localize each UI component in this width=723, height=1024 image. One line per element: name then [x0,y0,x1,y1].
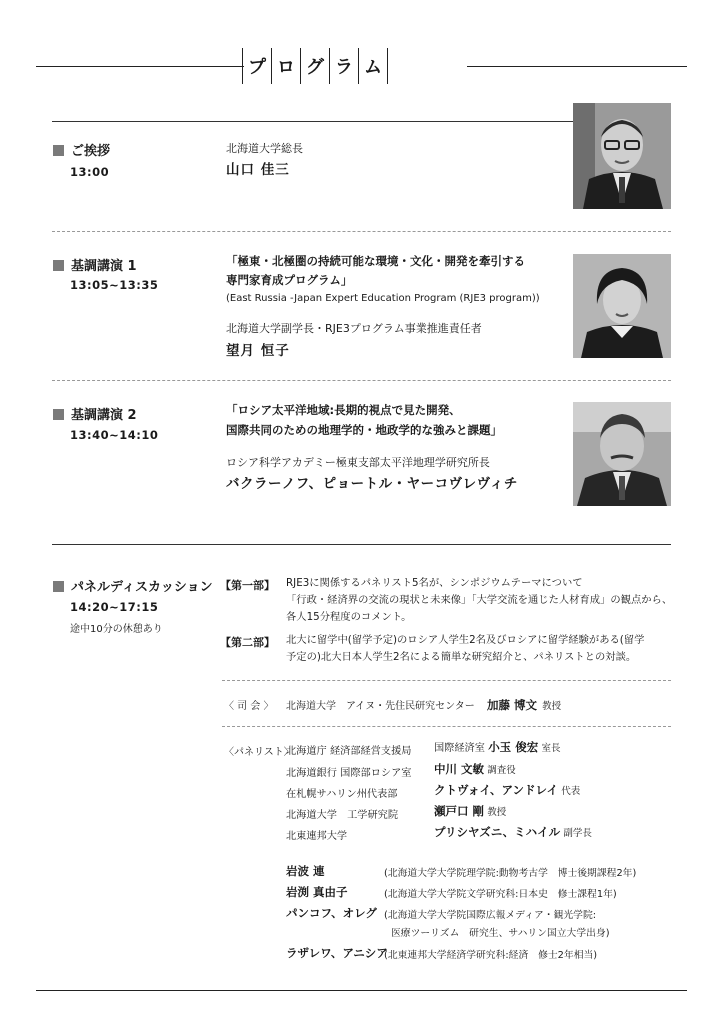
section-divider [52,380,671,381]
footer-line [36,990,687,991]
panelist-row [286,785,397,800]
moderator-label: 〈 司 会 〉 [224,701,274,712]
panelist-row [286,806,398,821]
panelist-name: 小玉 俊宏 [488,740,539,754]
part2-line: 北大に留学中(留学予定)のロシア人学生2名及びロシアに留学経験がある(留学 [286,634,645,646]
panelist-role: 副学長 [563,828,592,839]
keynote1-talk-title-line2: 専門家育成プログラム」 [226,273,353,287]
panel-divider [222,680,671,681]
keynote1-speaker: 望月 恒子 [226,343,290,359]
panelist-org: 在札幌サハリン州代表部 [286,789,398,800]
panelist-org: 北海道大学 工学研究院 [286,810,399,821]
title-char: ロ [277,57,295,78]
panelist-row [434,824,592,840]
panelist-row [434,803,506,819]
moderator-org: 北海道大学 アイヌ・先住民研究センター [286,701,475,712]
panelist-org: 北海道銀行 国際部ロシア室 [286,768,412,779]
bullet-square [53,409,64,420]
section-line [52,544,671,545]
panel-time: 14:20~17:15 [70,600,159,614]
title-char: ラ [335,57,353,78]
keynote2-speaker: バクラーノフ、ピョートル・ヤーコヴレヴィチ [226,476,518,492]
panel-title: パネルディスカッション [71,580,213,595]
panelist-name: プリシヤズニ、ミハイル [434,825,561,839]
part2-line: 予定の)北大日本人学生2名による簡単な研究紹介と、パネリストとの対談。 [286,651,637,663]
part1-line: 「行政・経済界の交流の現状と未来像」「大学交流を通じた人材育成」の観点から、 [286,594,673,606]
panelist-row [286,764,412,779]
title-divider [387,48,388,84]
section-line [52,121,573,122]
section-divider [52,231,671,232]
part1-line: 各人15分程度のコメント。 [286,611,412,623]
student-note: (北東連邦大学経済学研究科:経済 修士2年相当) [384,950,598,961]
keynote1-title: 基調講演 1 [71,259,137,274]
panel-heading [53,576,213,595]
greeting-affiliation: 北海道大学総長 [226,142,303,155]
student-name: ラザレワ、アニシア [286,946,388,960]
student-name: 岩波 連 [286,864,325,878]
title-char: プ [248,57,266,78]
panel-divider [222,726,671,727]
keynote1-talk-title-line1: 「極東・北極圏の持続可能な環境・文化・開発を牽引する [226,254,525,268]
keynote2-talk-title-line2: 国際共同のための地理学的・地政学的な強みと課題」 [226,423,502,437]
student-row [286,945,388,961]
panelist-role: 室長 [541,743,561,754]
title-char: グ [306,57,324,78]
greeting-title: ご挨拶 [71,144,111,159]
panelist-name: 瀬戸口 剛 [434,804,485,818]
greeting-speaker: 山口 佳三 [226,162,290,178]
student-note: (北海道大学大学院国際広報メディア・観光学院: [384,910,597,921]
panelist-row [434,739,560,755]
bullet-square [53,581,64,592]
part1-label: 【第一部】 [220,579,275,592]
panelist-name: クトヴォイ、アンドレイ [434,783,558,797]
panelist-label: 〈パネリスト〉 [224,747,294,758]
program-title [242,47,388,85]
moderator-role: 教授 [542,701,562,712]
panelist-row [286,742,412,757]
moderator-name: 加藤 博文 [487,698,538,712]
moderator [487,694,561,713]
student-note: 医療ツーリズム 研究生、サハリン国立大学出身) [391,928,610,939]
keynote1-time: 13:05~13:35 [70,278,159,292]
keynote2-title: 基調講演 2 [71,408,137,423]
student-name: パンコフ、オレグ [286,906,377,920]
header-line-right [467,66,687,67]
keynote1-talk-english: (East Russia -Japan Expert Education Program (RJE3 program)) [226,293,540,304]
speaker-photo-baklanov [573,402,671,506]
student-note: (北海道大学大学院理学院:動物考古学 博士後期課程2年) [384,868,637,879]
greeting-time: 13:00 [70,165,110,179]
keynote2-heading [53,404,137,423]
student-note: (北海道大学大学院文学研究科:日本史 修士課程1年) [384,889,617,900]
panelist-role: 教授 [487,807,507,818]
panelist-name: 中川 文敏 [434,762,485,776]
part1-line: RJE3に関係するパネリスト5名が、シンポジウムテーマについて [286,577,583,589]
panelist-dept: 国際経済室 [434,743,485,754]
keynote2-time: 13:40~14:10 [70,428,159,442]
panelist-org: 北東連邦大学 [286,831,348,842]
student-row [286,905,377,921]
header-line-left [36,66,244,67]
greeting-heading [53,140,110,159]
panelist-row [286,827,347,842]
speaker-photo-yamaguchi [573,103,671,209]
speaker-photo-mochizuki [573,254,671,358]
keynote2-talk-title-line1: 「ロシア太平洋地域:長期的視点で見た開発、 [226,403,461,417]
part2-label: 【第二部】 [220,636,275,649]
student-name: 岩渕 真由子 [286,885,348,899]
bullet-square [53,145,64,156]
keynote1-affiliation: 北海道大学副学長・RJE3プログラム事業推進責任者 [226,322,482,335]
panelist-row [434,782,580,798]
student-row [286,884,348,900]
keynote2-affiliation: ロシア科学アカデミー極東支部太平洋地理学研究所長 [226,456,490,469]
panelist-org: 北海道庁 経済部経営支援局 [286,746,412,757]
keynote1-heading [53,255,137,274]
title-char: ム [364,57,382,78]
panelist-role: 調査役 [487,765,516,776]
panel-break-note: 途中10分の休憩あり [70,624,163,635]
panelist-role: 代表 [561,786,581,797]
bullet-square [53,260,64,271]
student-row [286,863,325,879]
panelist-row [434,761,516,777]
